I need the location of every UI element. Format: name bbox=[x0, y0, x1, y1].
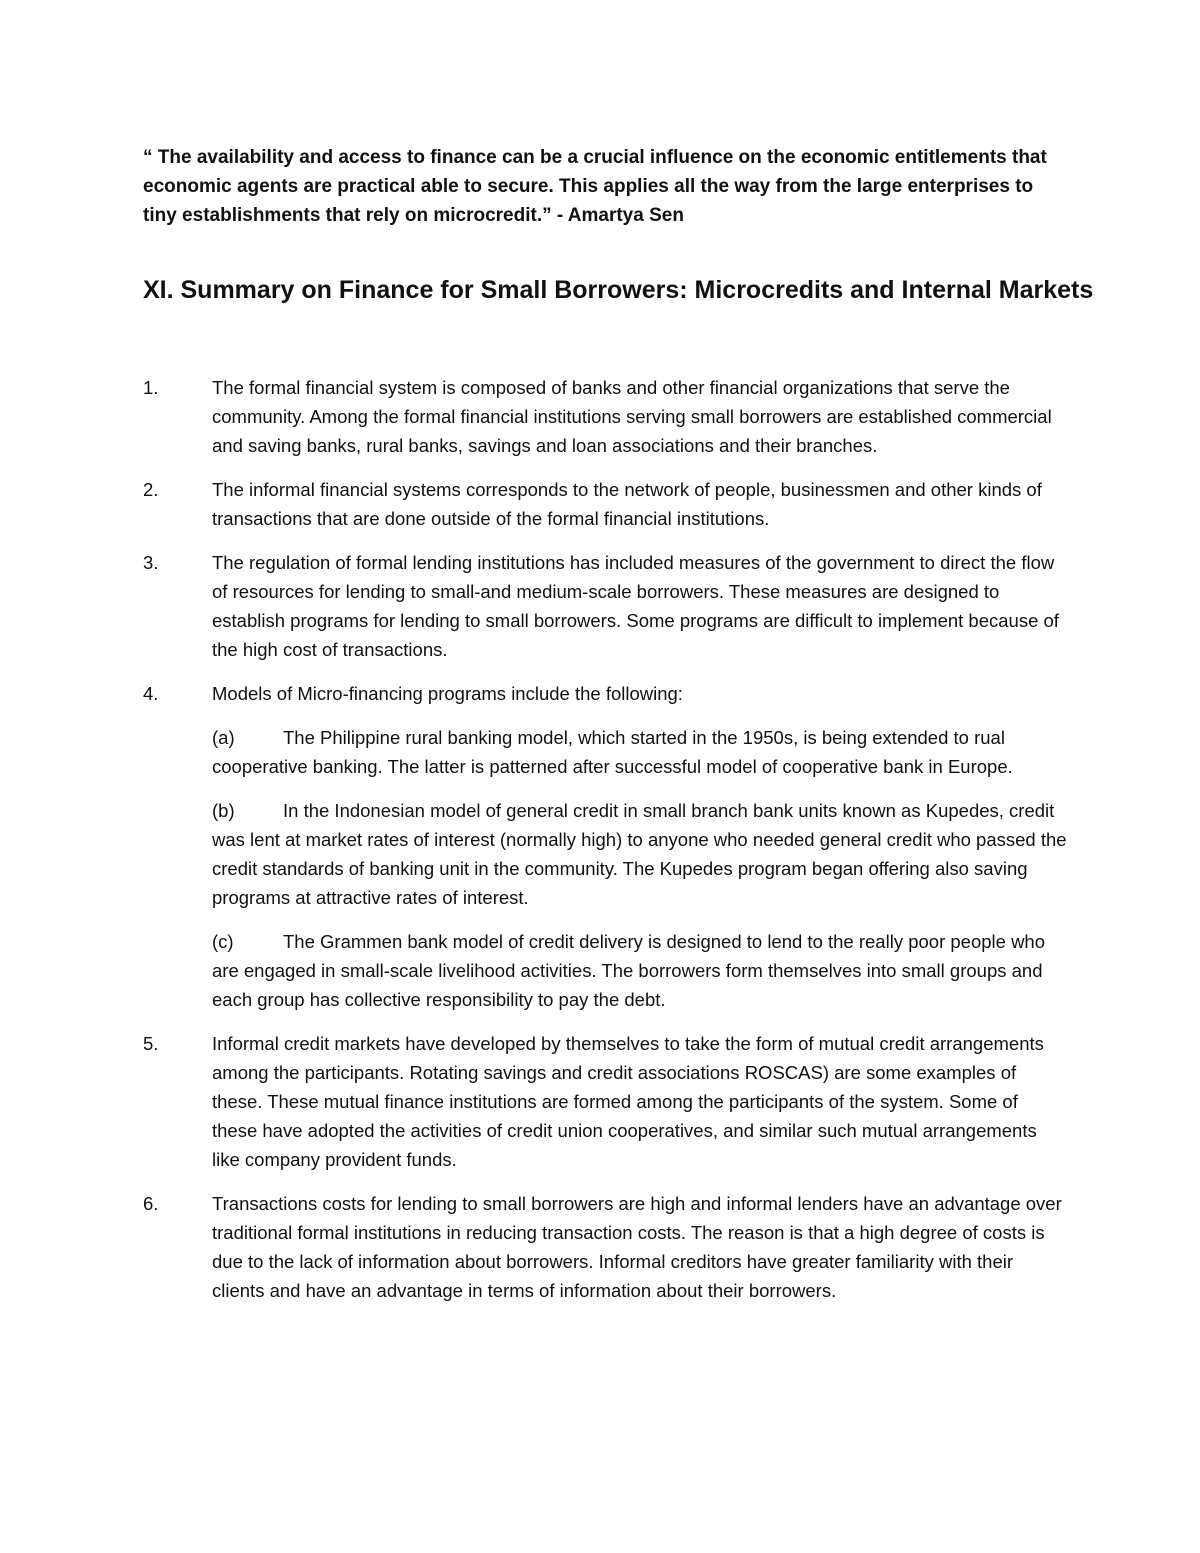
list-item-text: The informal financial systems corresponds to the network of people, businessmen and other kinds of transactions that are done outside of the formal financial institutions. bbox=[212, 479, 1042, 529]
sub-list-item bbox=[212, 927, 1068, 1014]
sub-list-item-text: In the Indonesian model of general credit in small branch bank units known as Kupedes, credit was lent at market rates of interest (normally high) to anyone who needed general credit who passed the credit standards of banking unit in the community. The Kupedes program began offering also saving programs at attractive rates of interest. bbox=[212, 800, 1067, 908]
list-item bbox=[143, 373, 1068, 460]
sub-list-item-letter: (b) bbox=[212, 800, 235, 821]
section-heading: XI. Summary on Finance for Small Borrowers: Microcredits and Internal Markets bbox=[143, 276, 1094, 304]
sub-list-item bbox=[212, 723, 1068, 781]
list-item bbox=[143, 1029, 1068, 1174]
list-item-number: 5. bbox=[143, 1033, 159, 1054]
list-item-number: 1. bbox=[143, 377, 159, 398]
list-item bbox=[143, 679, 1068, 1014]
epigraph-quote: “ The availability and access to finance can be a crucial influence on the economic entitlements that economic agents are practical able to secure. This applies all the way from the large enterprises to tiny establishments that rely on microcredit.” - Amartya Sen bbox=[143, 147, 1047, 226]
sub-list bbox=[212, 723, 1068, 1014]
list-item-text: Transactions costs for lending to small borrowers are high and informal lenders have an advantage over traditional formal institutions in reducing transaction costs. The reason is that a high degree of costs is due to the lack of information about borrowers. Informal creditors have greater familiarity with their clients and have an advantage in terms of information about their borrowers. bbox=[212, 1193, 1062, 1301]
sub-list-item-letter: (a) bbox=[212, 727, 235, 748]
list-item-number: 2. bbox=[143, 479, 159, 500]
list-item bbox=[143, 1189, 1068, 1305]
list-item-text: The formal financial system is composed of banks and other financial organizations that serve the community. Among the formal financial institutions serving small borrowers are established commercial and saving banks, rural banks, savings and loan associations and their branches. bbox=[212, 377, 1052, 456]
list-item-text: Models of Micro-financing programs include the following: bbox=[212, 683, 683, 704]
list-item-text: Informal credit markets have developed by themselves to take the form of mutual credit arrangements among the participants. Rotating savings and credit associations ROSCAS) are some examples of these. These mutual finance institutions are formed among the participants of the system. Some of these have adopted the activities of credit union cooperatives, and similar such mutual arrangements like company provident funds. bbox=[212, 1033, 1044, 1170]
sub-list-item-letter: (c) bbox=[212, 931, 234, 952]
list-item-text: The regulation of formal lending institutions has included measures of the government to direct the flow of resources for lending to small-and medium-scale borrowers. These measures are designed to establish programs for lending to small borrowers. Some programs are difficult to implement because of the high cost of transactions. bbox=[212, 552, 1059, 660]
sub-list-item-text: The Grammen bank model of credit delivery is designed to lend to the really poor people who are engaged in small-scale livelihood activities. The borrowers form themselves into small groups and each group has collective responsibility to pay the debt. bbox=[212, 931, 1046, 1010]
sub-list-item-text: The Philippine rural banking model, which started in the 1950s, is being extended to rual cooperative banking. The latter is patterned after successful model of cooperative bank in Europe. bbox=[212, 727, 1013, 777]
list-item-number: 3. bbox=[143, 552, 159, 573]
list-item-number: 6. bbox=[143, 1193, 159, 1214]
sub-list-item bbox=[212, 796, 1068, 912]
list-item-number: 4. bbox=[143, 683, 159, 704]
list-item bbox=[143, 548, 1068, 664]
numbered-list bbox=[143, 373, 1068, 1320]
list-item bbox=[143, 475, 1068, 533]
